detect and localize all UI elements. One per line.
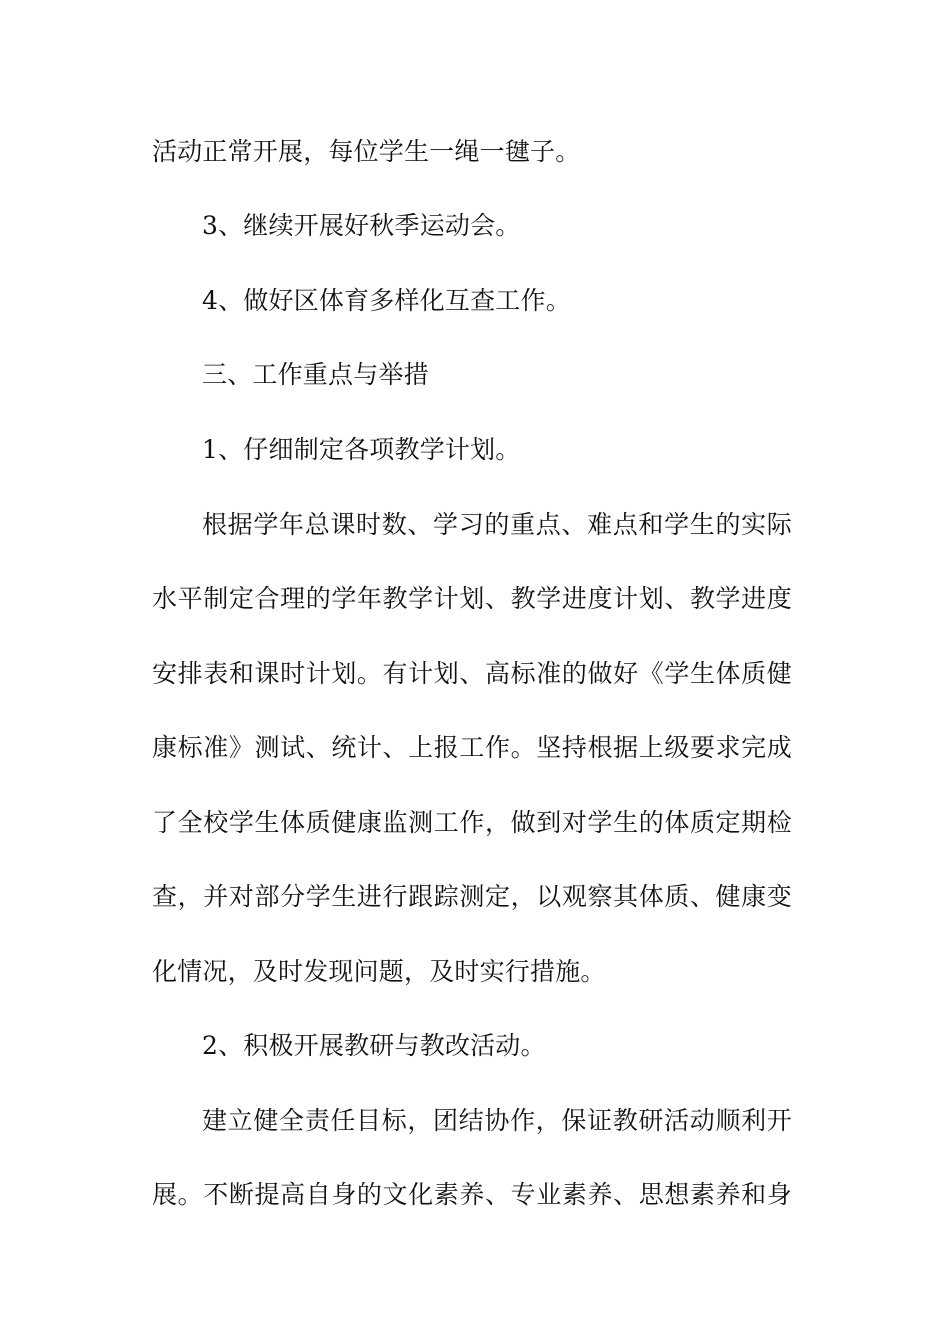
subheading-research-reform: 2、积极开展教研与教改活动。: [202, 1031, 546, 1060]
paragraph-line: 展。不断提高自身的文化素养、专业素养、思想素养和身: [152, 1180, 792, 1209]
paragraph-line: 安排表和课时计划。有计划、高标准的做好《学生体质健: [152, 659, 792, 688]
paragraph-line: 建立健全责任目标，团结协作，保证教研活动顺利开: [202, 1106, 792, 1135]
section-heading-work-focus: 三、工作重点与举措: [202, 360, 429, 389]
text-line-activity: 活动正常开展，每位学生一绳一毽子。: [152, 137, 581, 166]
paragraph-line: 根据学年总课时数、学习的重点、难点和学生的实际: [202, 510, 792, 539]
list-item-autumn-sports: 3、继续开展好秋季运动会。: [202, 211, 521, 240]
paragraph-line: 化情况，及时发现问题，及时实行措施。: [152, 957, 606, 986]
paragraph-line: 了全校学生体质健康监测工作，做到对学生的体质定期检: [152, 808, 792, 837]
paragraph-line: 查，并对部分学生进行跟踪测定，以观察其体质、健康变: [152, 882, 792, 911]
subheading-teaching-plans: 1、仔细制定各项教学计划。: [202, 435, 521, 464]
paragraph-line: 康标准》测试、统计、上报工作。坚持根据上级要求完成: [152, 733, 792, 762]
paragraph-line: 水平制定合理的学年教学计划、教学进度计划、教学进度: [152, 584, 792, 613]
list-item-district-inspection: 4、做好区体育多样化互查工作。: [202, 286, 571, 315]
